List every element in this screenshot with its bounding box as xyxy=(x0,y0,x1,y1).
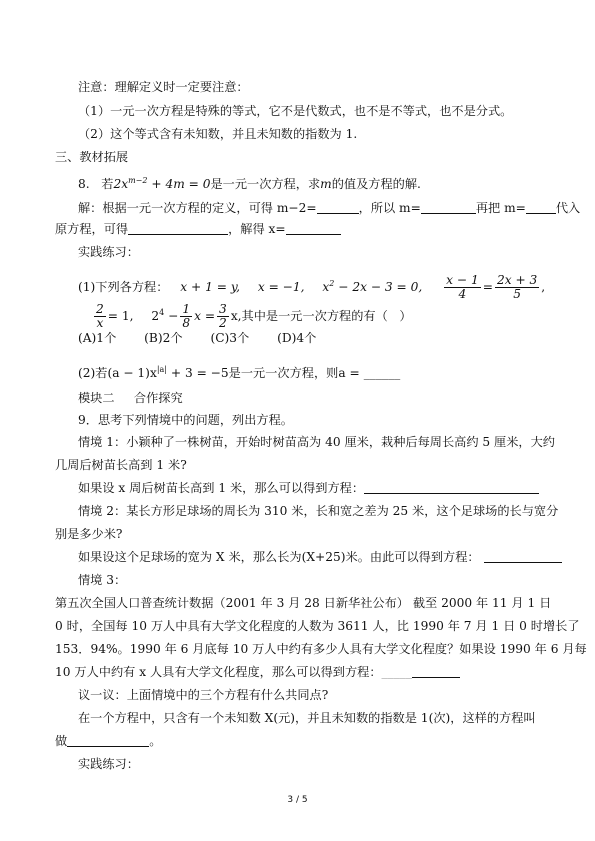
scenario-1-line-1: 情境 1：小颖种了一株树苗，开始时树苗高为 40 厘米，栽种后每周长高约 5 厘米，大约 xyxy=(78,435,555,449)
concl-b: 。 xyxy=(149,734,162,748)
solution-line-2 xyxy=(55,222,341,237)
blank[interactable] xyxy=(526,201,556,214)
blank[interactable] xyxy=(317,201,359,214)
option-b[interactable]: (B)2个 xyxy=(144,331,183,345)
s3-tail: _____ xyxy=(381,665,412,679)
s3-text: 10 万人中约有 x 人具有大学文化程度，那么可以得到方程： xyxy=(55,665,382,679)
section-heading: 三、教材拓展 xyxy=(55,150,129,164)
blank[interactable] xyxy=(67,734,149,747)
practice-label-2: 实践练习： xyxy=(78,757,139,771)
scenario-3-line-1: 第五次全国人口普查统计数据（2001 年 3 月 28 日新华社公布） 截至 2000 年 11 月 1 日 xyxy=(55,596,552,610)
practice-label-1: 实践练习： xyxy=(78,245,139,259)
page-number: 3 / 5 xyxy=(287,795,308,805)
note-point-2: （2）这个等式含有未知数，并且未知数的指数为 1. xyxy=(78,127,358,141)
ex1-eq-5-tail: x,其中是一元一次方程的有（ ） xyxy=(230,309,412,324)
scenario-3-line-2: 0 时，全国每 10 万人中具有大学文化程度的人数为 3611 人，比 1990 年 7 月 1 日 0 时增长了 xyxy=(55,619,580,633)
ex2-text-b: + 3 = −5是一元一次方程，则a = xyxy=(167,366,360,381)
exercise-2 xyxy=(78,362,400,381)
blank[interactable]: ______ xyxy=(363,366,401,381)
q8-exp: m−2 xyxy=(128,176,148,185)
blank[interactable] xyxy=(412,665,460,678)
question-8 xyxy=(78,173,421,192)
note-title: 注意：理解定义时一定要注意： xyxy=(78,80,249,94)
blank[interactable] xyxy=(286,222,341,235)
ex1-eq-5: $2^4$ − xyxy=(151,308,179,324)
q8-eq: 2x xyxy=(113,177,129,192)
question-9: 9．思考下列情境中的问题，列出方程。 xyxy=(78,413,293,427)
conclusion-line-1: 在一个方程中，只含有一个未知数 X(元)，并且未知数的指数是 1(次)，这样的方程叫 xyxy=(78,711,536,725)
option-c[interactable]: (C)3个 xyxy=(210,331,250,345)
scenario-2-line-3 xyxy=(78,550,562,565)
solution-line-1 xyxy=(78,201,580,216)
scenario-2-line-1: 情境 2：某长方形足球场的周长为 310 米，长和宽之差为 25 米，这个足球场的长与宽分 xyxy=(78,504,559,518)
fraction: $\frac{3}{2}$ xyxy=(219,302,227,331)
option-a[interactable]: (A)1个 xyxy=(78,331,117,345)
fraction: $\frac{1}{8}$ xyxy=(182,302,191,331)
equals: = xyxy=(482,280,493,295)
ex1-eq-4: = 1, xyxy=(107,309,134,324)
scenario-2-line-2: 别是多少米? xyxy=(55,527,123,541)
fraction: $\frac{2x + 3}{5}$ xyxy=(496,273,538,302)
fraction: $\frac{x - 1}{4}$ xyxy=(446,273,479,302)
sol-e: 原方程，可得 xyxy=(55,222,129,236)
ex2-text-a: (2)若(a − 1)x xyxy=(78,366,157,381)
scenario-3-title: 情境 3： xyxy=(78,573,127,587)
s2-text: 如果设这个足球场的宽为 X 米，那么长为(X+25)米。由此可以得到方程： xyxy=(78,550,480,564)
ex1-eq-3: $x^2 - 2x - 3 = 0$, xyxy=(322,279,423,295)
exercise-1-row-2 xyxy=(92,297,412,332)
sol-f: ，解得 x= xyxy=(228,222,286,236)
discussion: 议一议：上面情境中的三个方程有什么共同点? xyxy=(78,688,329,702)
scenario-1-line-3 xyxy=(78,481,539,496)
sol-b: ，所以 m= xyxy=(358,201,421,215)
sol-c: 再把 m= xyxy=(475,201,526,215)
blank[interactable] xyxy=(364,481,539,494)
q8-m: m xyxy=(320,177,332,192)
exercise-1-options xyxy=(78,331,316,346)
s1-text: 如果设 x 周后树苗长高到 1 米，那么可以得到方程： xyxy=(78,481,365,495)
concl-a: 做 xyxy=(55,734,68,748)
blank[interactable] xyxy=(484,550,562,563)
fraction: $\frac{2}{x}$ xyxy=(96,302,104,331)
module-heading: 模块二 合作探究 xyxy=(78,391,183,405)
ex1-eq-1: x + 1 = y, xyxy=(180,280,240,295)
note-point-1: （1）一元一次方程是特殊的等式，它不是代数式，也不是不等式，也不是分式。 xyxy=(78,104,513,118)
option-d[interactable]: (D)4个 xyxy=(277,331,317,345)
ex1-eq-5-mid: x = xyxy=(194,309,216,324)
q8-suffix2: 的值及方程的解. xyxy=(331,177,421,192)
q8-eq-rest: + 4m = 0 xyxy=(147,177,211,192)
ex2-sup: |a| xyxy=(156,365,167,374)
ex1-label: (1)下列各方程： xyxy=(78,280,169,295)
blank[interactable] xyxy=(421,201,476,214)
scenario-3-line-3: 153．94%。1990 年 6 月底每 10 万人中约有多少人具有大学文化程度？如果设 1990 年 6 月每 xyxy=(55,642,587,656)
blank[interactable] xyxy=(128,222,228,235)
sol-d: 代入 xyxy=(555,201,581,215)
scenario-3-line-4 xyxy=(55,665,460,680)
conclusion-line-2 xyxy=(55,734,161,749)
comma: , xyxy=(541,280,546,295)
ex1-eq-2: x = −1, xyxy=(257,280,305,295)
q8-suffix: 是一元一次方程，求 xyxy=(210,177,321,192)
scenario-1-line-2: 几周后树苗长高到 1 米? xyxy=(55,458,187,472)
q8-prefix: 8. 若 xyxy=(78,177,114,192)
sol-a: 解：根据一元一次方程的定义，可得 m−2= xyxy=(78,201,317,215)
